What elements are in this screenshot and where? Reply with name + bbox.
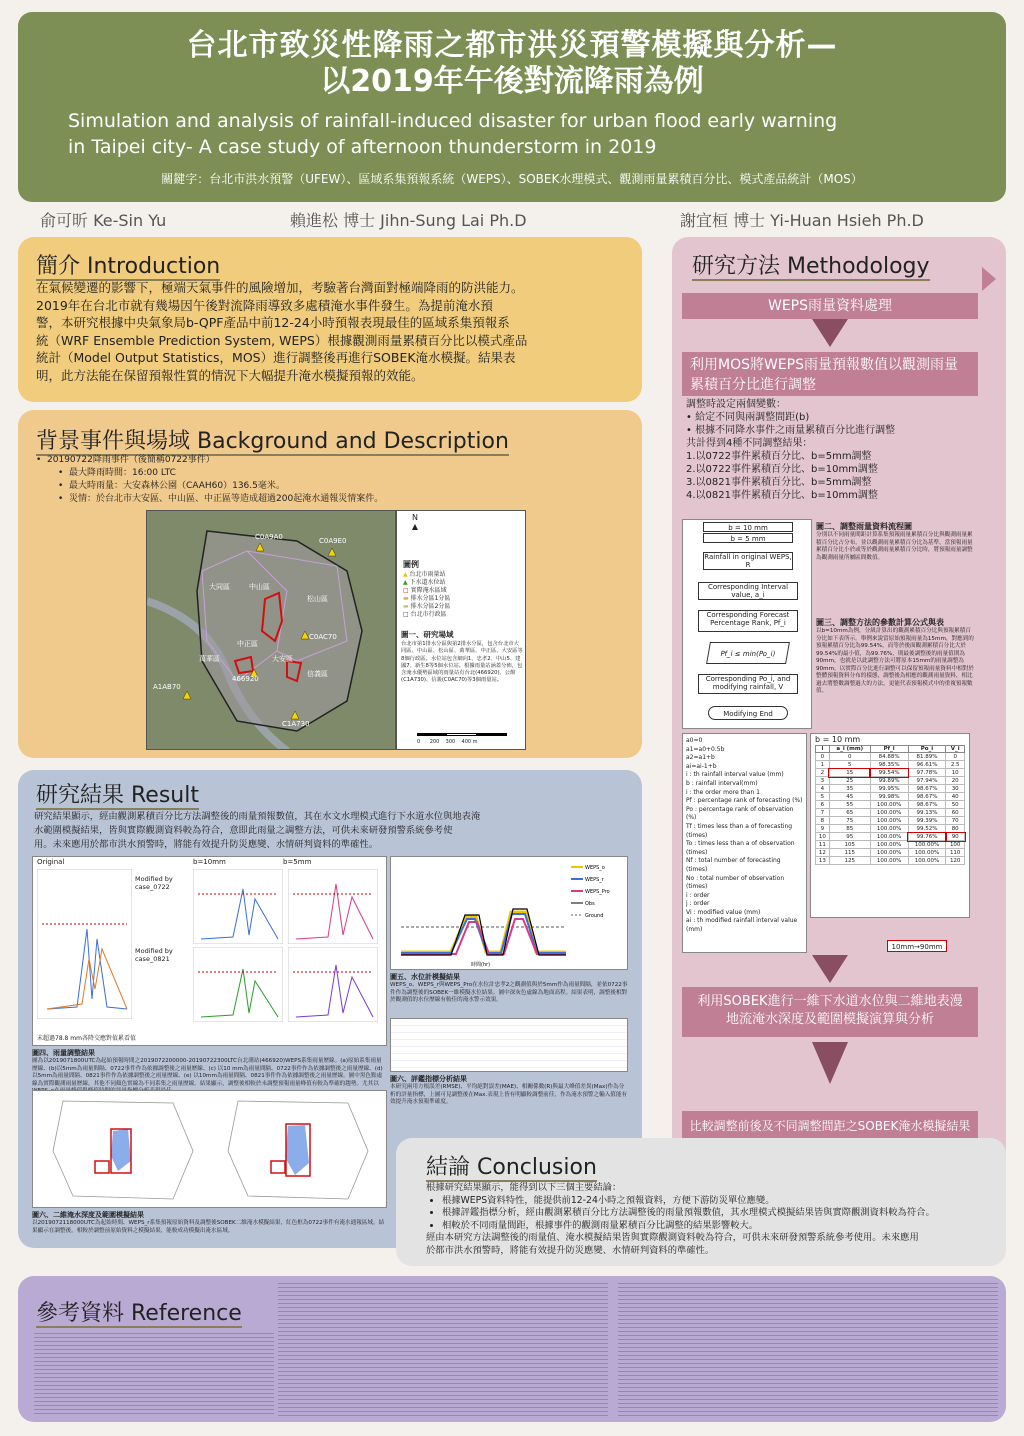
flow-box: Corresponding Interval value, a_i — [698, 582, 798, 600]
table-cell: 100.00% — [870, 817, 908, 825]
column-header: i — [816, 746, 830, 753]
svg-text:Ground: Ground — [585, 913, 604, 919]
result-title: 研究結果 Result — [36, 783, 199, 808]
table-cell: 40 — [946, 793, 965, 801]
step3-band: 利用SOBEK進行一維下水道水位與二維地表漫地流淹水深度及範圍模擬演算與分析 — [682, 987, 978, 1037]
formula-line: Nf : total number of forecasting (times) — [686, 857, 781, 873]
methodology-panel — [672, 237, 1006, 1183]
table-cell: 5 — [829, 761, 870, 769]
column-header: a_i (mm) — [829, 746, 870, 753]
background-text — [36, 454, 636, 506]
map-label: 466920 — [232, 675, 259, 683]
formula-line: Tf : times less than a of forecasting (times) — [686, 822, 793, 839]
formula-line: j : order — [686, 900, 710, 908]
table-cell: 90 — [946, 833, 965, 841]
table-cell: 125 — [829, 857, 870, 865]
table-cell: 3 — [816, 777, 830, 785]
table-cell: 98.67% — [908, 793, 946, 801]
table-cell: 99.54% — [870, 769, 908, 777]
grid-label: b=10mm — [193, 858, 226, 866]
fig4-title: 圖四、雨量調整結果 — [32, 1049, 95, 1057]
event-name: • 20190722降雨事件（後簡稱0722事件） — [36, 455, 215, 465]
table-cell: 98.67% — [908, 785, 946, 793]
table-cell: 70 — [946, 817, 965, 825]
table — [815, 745, 965, 865]
table-cell: 8 — [816, 817, 830, 825]
formula-line: i : th rainfall interval value (mm) — [686, 771, 784, 779]
fig5-title: 圖五、水位計模擬結果 — [390, 973, 460, 981]
conclusion-item: • 根據評鑑指標分析，經由觀測累積百分比方法調整後的雨量預報數值，其水理模式模擬結果皆與實際觀測資料較為符合。 — [442, 1207, 1001, 1220]
flow-decision: Pf_i ≤ min(Po_i) — [706, 642, 790, 664]
map-label: C0AC70 — [309, 633, 337, 641]
table-cell: 97.94% — [908, 777, 946, 785]
fig6-text — [390, 1074, 628, 1107]
fig5-caption: WEPS_o、WEPS_r與WEPS_Pro在水位計忠孝2之觀測值與於5mm作為雨量間隔，並依0722事件作為調整後的SOBEK一維模擬水位結果。圖中深灰色虛線為地面高程。結果表明，調整後相對於觀測值的水位歷線有較佳的淹水警示效果。 — [390, 982, 628, 1003]
map-label: 中山區 — [249, 583, 270, 591]
compass-icon: N ▲ — [411, 513, 419, 531]
flowchart — [682, 519, 812, 729]
conclusion-text: 根據研究結果顯示，能得到以下三個主要結論： • 根據WEPS資料特性，能提供前12-24小時之預報資料，方便下游防災單位應變。 • 根據評鑑指標分析，經由觀測累積百分比方法調整後的雨量預報數值，其水理模式模擬結果皆與實際觀測資料較為符合。 • 相較於不同雨量間距，根據事件的觀測雨量累積百分比調整的結果影響較大。 經由本研究方法調整後的雨量值、淹水模擬結果皆與實際觀測資料較為符合，可供未來研發預警系統參考使用。未來應用 於都市洪水預警時，將能有效提升防災應變、水情研判資料的準確性。 — [426, 1182, 1001, 1257]
flow-box: b = 10 mm — [703, 522, 793, 532]
column-header: Pf_i — [870, 746, 908, 753]
fig1-caption: 台北市第1排水分區與第2排水分區，包含台北市大同區、中山區、松山區、萬華區、中正區、大安區等8個行政區。水位站包含網向1、忠孝2、中山5、建國7、新生8等5個水位站。根據雨量站涵蓋分佈，包含淹水優勢區域的雨量站有台北(466920)、公館(C1A730)、信義(C0AC70)等3個雨量站。 — [401, 641, 523, 684]
table-cell: 97.78% — [908, 769, 946, 777]
column-header: Po_i — [908, 746, 946, 753]
reference-list-col1 — [34, 1330, 274, 1416]
map-graphic — [147, 511, 396, 750]
table-note: 10mm→90mm — [887, 940, 947, 952]
percentage-table — [810, 733, 970, 918]
map-label: C1A730 — [282, 720, 310, 728]
map-label: 大安區 — [272, 655, 293, 663]
table-cell: 81.89% — [908, 753, 946, 761]
table-row — [816, 849, 965, 857]
mini-chart — [288, 947, 378, 1022]
result-text: 研究結果顯示，經由觀測累積百分比方法調整後的雨量預報數值，其在水文水理模式進行下水道水位與地表淹 水範圍模擬結果，皆與實際觀測資料較為符合，意即此雨量之調整方法，可供未來研發預警系統參考使 用。未來應用於都市洪水預警時，將能有效提升防災應變、水情研判資料的準確性。 — [34, 811, 481, 850]
conclusion-title: 結論 Conclusion — [426, 1155, 597, 1180]
table-cell: 84.88% — [870, 753, 908, 761]
table-cell: 75 — [829, 817, 870, 825]
table-cell: 80 — [946, 825, 965, 833]
formula-line: Vi : modified value (mm) — [686, 908, 761, 916]
table-cell: 95 — [829, 833, 870, 841]
table-cell: 1 — [816, 761, 830, 769]
event-item: • 災情：於台北市大安區、中山區、中正區等造成超過200起淹水通報災情案件。 — [58, 494, 384, 504]
reference-list-col3 — [618, 1280, 998, 1416]
legend-items: ▲ 台北市雨量站 ▲ 下水道水位站 □ 實際淹水區域 ▬ 排水分區1分區 ▬ 排水分區2分區 □ 台北市行政區 — [403, 571, 451, 618]
arrow-down-icon — [812, 1042, 848, 1084]
fig4-text — [32, 1048, 387, 1096]
grid-label: Modified by case_0722 — [135, 875, 173, 891]
flow-end: Modifying End — [708, 706, 788, 720]
table-cell: 55 — [829, 801, 870, 809]
grid-label: Modified by case_0821 — [135, 947, 173, 963]
table-cell: 100.00% — [870, 809, 908, 817]
table-cell: 100.00% — [870, 849, 908, 857]
map-legend — [396, 510, 526, 750]
formula-line: i : order — [686, 891, 710, 899]
table-cell: 4 — [816, 785, 830, 793]
flow-box: b = 5 mm — [703, 533, 793, 543]
table-cell: 100.00% — [870, 833, 908, 841]
intro-panel — [18, 237, 642, 402]
table-cell: 110 — [946, 849, 965, 857]
map-label: 大同區 — [209, 583, 230, 591]
title-en-line1: Simulation and analysis of rainfall-induced disaster for urban flood early warning — [68, 110, 838, 132]
waterlevel-graphic — [391, 857, 627, 969]
table-row — [816, 841, 965, 849]
author-1: 俞可昕 Ke-Sin Yu — [40, 211, 167, 230]
table-cell: 100.00% — [908, 849, 946, 857]
map-label: 中正區 — [237, 640, 258, 648]
table-cell: 100 — [946, 841, 965, 849]
table-cell: 10 — [946, 769, 965, 777]
formula-line: ai=ai-1+b — [686, 762, 717, 770]
table-cell: 2 — [816, 769, 830, 777]
flow-box: Corresponding Forecast Percentage Rank, Pf_i — [698, 610, 798, 632]
formula-line: Pf : percentage rank of forecasting (%) — [686, 797, 803, 805]
fig7-title: 圖六、二維淹水深度及範圍模擬結果 — [32, 1211, 144, 1219]
svg-text:WEPS_Pro: WEPS_Pro — [585, 889, 610, 895]
background-title: 背景事件與場域 Background and Description — [36, 429, 509, 454]
table-row — [816, 833, 965, 841]
table-cell: 99.89% — [870, 777, 908, 785]
table-title: b = 10 mm — [815, 735, 861, 744]
table-cell: 6 — [816, 801, 830, 809]
table-cell: 45 — [829, 793, 870, 801]
table-cell: 99.39% — [908, 817, 946, 825]
map-label: C0A9A0 — [255, 533, 283, 541]
fig1-title: 圖一、研究場域 — [401, 630, 454, 639]
table-cell: 13 — [816, 857, 830, 865]
table-cell: 100.00% — [870, 841, 908, 849]
table-row — [816, 769, 965, 777]
table-cell: 105 — [829, 841, 870, 849]
title-en-line2: in Taipei city- A case study of afternoon thunderstorm in 2019 — [68, 136, 657, 158]
table-cell: 99.52% — [908, 825, 946, 833]
table-row — [816, 777, 965, 785]
table-cell: 30 — [946, 785, 965, 793]
reference-panel — [18, 1276, 1006, 1422]
table-row — [816, 761, 965, 769]
table-cell: 10 — [816, 833, 830, 841]
table-cell: 20 — [946, 777, 965, 785]
table-cell: 100.00% — [908, 841, 946, 849]
table-cell: 99.76% — [908, 833, 946, 841]
fig7-text — [32, 1210, 387, 1235]
table-cell: 7 — [816, 809, 830, 817]
fig5-text — [390, 972, 628, 1005]
conclusion-item: • 根據WEPS資料特性，能提供前12-24小時之預報資料，方便下游防災單位應變。 — [442, 1195, 1001, 1208]
table-cell: 0 — [816, 753, 830, 761]
table-cell: 99.98% — [870, 793, 908, 801]
column-header: V_i — [946, 746, 965, 753]
formula-line: Po : percentage rank of observation (%) — [686, 805, 794, 822]
keywords: 關鍵字：台北市洪水預警（UFEW）、區域系集預報系統（WEPS）、SOBEK水理模式、觀測雨量累積百分比、模式產品統計（MOS） — [161, 172, 863, 186]
table-cell: 100.00% — [870, 825, 908, 833]
intro-text: 在氣候變遷的影響下，極端天氣事件的風險增加，考驗著台灣面對極端降雨的防洪能力。 2019年在台北市就有幾場因午後對流降雨導致多處積淹水事件發生。為提前淹水預 警，本研究根據中央氣象局b-QPF產品中前12-24小時預報表現最佳的區域系集預報系 統（WRF Ensemble Prediction System, WEPS）根據觀測雨量累積百分比以模式產品 統計（Model Output Statistics，MOS）進行調整後再進行SOBEK淹水模擬。結果表 明，此方法能在保留預報性質的情況下大幅提升淹水模擬預報的效能。 — [36, 280, 528, 383]
table-header-row — [816, 746, 965, 753]
step1-band: WEPS雨量資料處理 — [682, 293, 978, 319]
mini-chart — [193, 947, 283, 1022]
legend-title: 圖例 — [403, 560, 419, 569]
grid-label: b=5mm — [283, 858, 312, 866]
table-cell: 2.5 — [946, 761, 965, 769]
grid-label: Original — [37, 858, 65, 866]
arrow-down-icon — [812, 955, 848, 983]
fig3-title: 圖三、調整方法的參數計算公式與表 — [816, 618, 944, 627]
table-cell: 0 — [829, 753, 870, 761]
conclusion-item: • 相較於不同雨量間距，根據事件的觀測雨量累積百分比調整的結果影響較大。 — [442, 1220, 1001, 1233]
formula-block — [682, 733, 807, 953]
formula-line: b : rainfall interval(mm) — [686, 779, 758, 787]
fig4-grid — [32, 856, 387, 1046]
formula-line: a1=a0+0.5b — [686, 745, 725, 753]
fig3-text — [816, 617, 976, 696]
scale-bar — [417, 733, 507, 736]
table-cell: 15 — [829, 769, 870, 777]
event-item: • 最大降雨時間：16:00 LTC — [58, 468, 176, 478]
title-zh-line1: 台北市致災性降雨之都市洪災預警模擬與分析— — [186, 28, 838, 63]
grid-note: 未超過78.8 mm各降交應對值累看值 — [37, 1035, 136, 1042]
table-row — [816, 817, 965, 825]
table-cell: 100.00% — [870, 801, 908, 809]
fig3-caption: 以b=10mm為例，分級計算出的觀測累積百分比與預報累積百分比如下表所示。舉例來說當原始預報雨量為15mm，對應到的預報累積百分比為99.54%，而等於後面觀測累積百分比大於99.54%的最小值，為99.76%，則最後調整後的雨量值則為90mm，也就是以此調整方法可將原本15mm的雨量調整為90mm。以實際百分比進行調整可以保留預報雨量資料中相對於整體預報資料分布的樣態，調整後為相應的觀測雨量資料，相比過去將整數調整過大的方法，更能代表預報模式中的重複預報數值。 — [816, 628, 974, 694]
table-cell: 9 — [816, 825, 830, 833]
table-cell: 60 — [946, 809, 965, 817]
table-row — [816, 753, 965, 761]
table-cell: 100.00% — [870, 857, 908, 865]
fig2-title: 圖二、調整雨量資料流程圖 — [816, 522, 912, 531]
table-cell: 99.95% — [870, 785, 908, 793]
conclusion-panel — [396, 1138, 1006, 1266]
formula-line: No : total number of observation (times) — [686, 874, 785, 891]
table-cell: 120 — [946, 857, 965, 865]
table-cell: 12 — [816, 849, 830, 857]
table-cell: 35 — [829, 785, 870, 793]
reference-list-col2 — [278, 1280, 608, 1416]
map-label: 萬華區 — [199, 655, 220, 663]
table-cell: 115 — [829, 849, 870, 857]
table-row — [816, 785, 965, 793]
flow-box: Rainfall in original WEPS, R — [704, 553, 792, 569]
table-cell: 100.00% — [908, 857, 946, 865]
table-cell: 98.67% — [908, 801, 946, 809]
table-cell: 0 — [946, 753, 965, 761]
table-cell: 65 — [829, 809, 870, 817]
fig2-caption: 分別以不同雨量間距計算系集預報雨量累積百分比與觀測雨量累積百分比占分布，並以觀測雨量累積百分比為基準，當預報雨量累積百分比小於或等於觀測雨量累積百分比時，將預報雨量調整為觀測雨量所屬區間數值。 — [816, 532, 973, 561]
mini-chart — [37, 869, 132, 1019]
author-2: 賴進松 博士 Jihn-Sung Lai Ph.D — [290, 211, 527, 230]
table-row — [816, 825, 965, 833]
map-label: A1AB70 — [153, 683, 181, 691]
table-cell: 11 — [816, 841, 830, 849]
svg-text:Obs: Obs — [585, 901, 595, 907]
fig7-caption: 以2019072118000UTC為起始時間、WEPS_r系集預報原始資料及調整後SOBEK二維淹水模擬結果，紅色框為0722事件有淹水通報區域。結果顯示在調整後，相較於調整前原始資料之模擬結果，能較成功模擬出淹水區域。 — [32, 1220, 385, 1234]
formula-line: a0=0 — [686, 737, 703, 744]
author-3: 謝宜桓 博士 Yi-Huan Hsieh Ph.D — [680, 211, 924, 230]
table-cell: 98.35% — [870, 761, 908, 769]
step2-body: 調整時設定兩個變數： • 給定不同與兩調整間距(b) • 根據不同降水事件之雨量累積百分比進行調整 共計得到4種不同調整結果： 1.以0722事件累積百分比、b=5mm調整 2.以0722事件累積百分比、b=10mm調整 3.以0821事件累積百分比、b=5mm調整 4.以0821事件累積百分比、b=10mm調整 — [686, 399, 896, 501]
fig5-waterlevel-chart — [390, 856, 628, 970]
fig6-metrics-table — [390, 1018, 628, 1072]
svg-text:時間(hr): 時間(hr) — [471, 962, 491, 968]
intro-title: 簡介 Introduction — [36, 254, 221, 279]
formula-line: To : times less than a of observation (times) — [686, 840, 795, 856]
table-row — [816, 809, 965, 817]
table-cell: 96.61% — [908, 761, 946, 769]
reference-title: 參考資料 Reference — [36, 1301, 242, 1326]
formula-line: ai : th modified rainfall interval value (mm) — [686, 917, 798, 934]
fig6-caption: 本研究兩用方根誤差(RMSE)、平均絕對誤差(MAE)、相關係數(R)與最大峰值差異(Max)作為分析的評量指標，上圖可見調整後在Max.表現上皆有明顯較調整前佳，作為淹水預警之輸入值能有效提升淹水預報準確度。 — [390, 1084, 628, 1105]
table-row — [816, 801, 965, 809]
map-label: C0A9E0 — [319, 537, 347, 545]
fig6-title: 圖六、評鑑指標分析結果 — [390, 1075, 467, 1083]
mini-chart — [288, 869, 378, 944]
flow-box: Corresponding Po_i, and modifying rainfall, V — [698, 674, 798, 694]
fig2-text — [816, 521, 976, 562]
table-cell: 5 — [816, 793, 830, 801]
arrow-right-icon — [982, 267, 996, 291]
title-banner — [18, 12, 1006, 202]
svg-text:WEPS_o: WEPS_o — [585, 865, 605, 871]
table-cell: 85 — [829, 825, 870, 833]
event-item: • 最大時雨量：大安森林公園（CAAH60）136.5毫米。 — [58, 481, 285, 491]
map-label: 信義區 — [307, 670, 328, 678]
study-area-map — [146, 510, 396, 750]
title-zh-line2: 以2019年午後對流降雨為例 — [320, 64, 704, 99]
step2-band: 利用MOS將WEPS雨量預報數值以觀測雨量累積百分比進行調整 — [682, 352, 978, 396]
inundation-graphic — [33, 1091, 386, 1207]
table-cell: 99.13% — [908, 809, 946, 817]
methodology-title: 研究方法 Methodology — [692, 254, 930, 279]
scale-labels: 0 200 300 400 m — [417, 739, 478, 745]
formula-line: i : the order more than 1 — [686, 788, 760, 796]
table-cell: 50 — [946, 801, 965, 809]
table-cell: 25 — [829, 777, 870, 785]
background-panel — [18, 410, 642, 758]
table-row — [816, 857, 965, 865]
map-label: 松山區 — [307, 595, 328, 603]
arrow-down-icon — [812, 319, 848, 347]
mini-chart — [193, 869, 283, 944]
fig4-caption: 圖為以2019071800UTC為起始預報時間之2019072200000-20190722300LTC台北測站(466920)WEPS系集雨量歷線。(a)原始系集雨量歷線、(b)以5mm為雨量間隔、0722事件作為依據調整後之雨量歷線、(c) 以10 mm為雨量間隔、0722事件作為依據調整後之雨量歷線、(d) 以5mm為雨量間隔、0821事件作為依據調整後之雨量歷線、(e) 以10mm為雨量間隔、0821事件作為依據調整後之雨量歷線。圖中黑色點虛線為實際觀測雨量歷線，其他不同顏色實線為不同系集之雨量歷線。結果顯示，調整後相較於未調整預報雨量峰值有較為準確的趨勢。尤其以 — [32, 1058, 383, 1087]
step4-band: 比較調整前後及不同調整間距之SOBEK淹水模擬結果 — [682, 1111, 978, 1141]
fig7-inundation-maps — [32, 1090, 387, 1208]
formula-line: a2=a1+b — [686, 754, 715, 762]
svg-text:WEPS_r: WEPS_r — [585, 877, 604, 883]
table-row — [816, 793, 965, 801]
